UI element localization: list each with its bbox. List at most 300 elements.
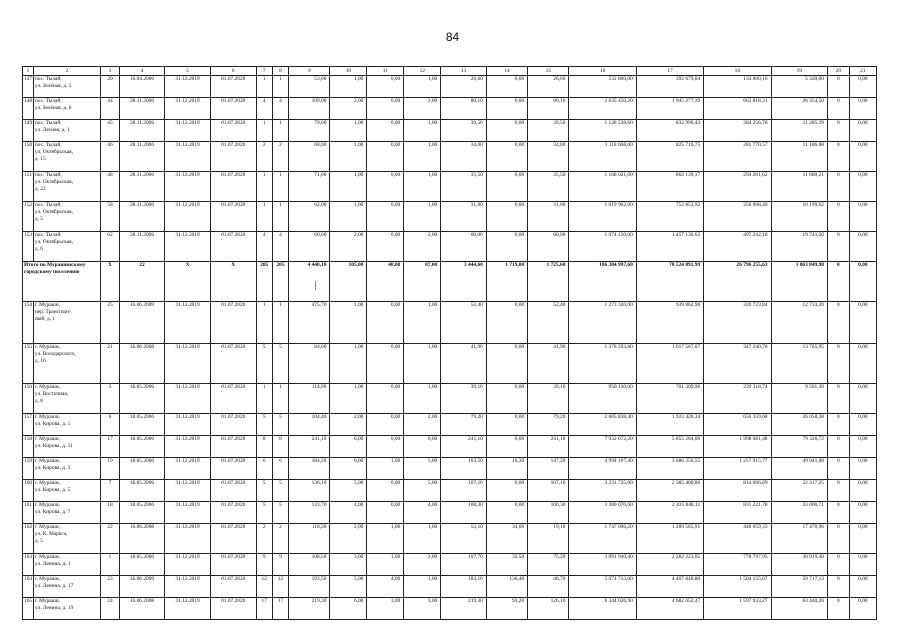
- value-cell: 752 853,92: [636, 202, 703, 232]
- value-cell: 3,00: [330, 554, 367, 576]
- value-cell: 1,00: [330, 202, 367, 232]
- address-cell: пос. Тылай, ул. Зелёная, д. 5: [33, 76, 100, 98]
- address-cell: г. Мураши, пер. Транспорт- ный, д. 1: [33, 302, 100, 344]
- value-cell: 0,00: [849, 414, 876, 436]
- table-row: [23, 120, 877, 142]
- value-cell: 663 818,31: [704, 98, 771, 120]
- column-number-header: 19: [771, 67, 827, 76]
- value-cell: 0,00: [367, 98, 404, 120]
- value-cell: 39,10: [528, 384, 569, 414]
- value-cell: 9: [272, 554, 288, 576]
- value-cell: 107,10: [441, 480, 487, 502]
- value-cell: 28.11.2006: [119, 232, 165, 262]
- value-cell: 256 908,46: [704, 202, 771, 232]
- value-cell: 950 130,00: [569, 384, 636, 414]
- value-cell: 2,00: [330, 98, 367, 120]
- value-cell: 0,00: [849, 502, 876, 524]
- value-cell: 2 605 838,40: [569, 414, 636, 436]
- value-cell: 01.07.2020: [210, 554, 256, 576]
- value-cell: 31.12.2019: [165, 202, 211, 232]
- value-cell: 22: [101, 524, 119, 554]
- value-cell: 8: [256, 436, 272, 458]
- value-cell: 48,00: [367, 262, 404, 302]
- value-cell: 01.07.2020: [210, 502, 256, 524]
- value-cell: 0,00: [849, 458, 876, 480]
- value-cell: 0: [828, 232, 850, 262]
- row-number-cell: 164: [23, 576, 34, 598]
- value-cell: 25: [101, 302, 119, 344]
- value-cell: 2,00: [404, 232, 441, 262]
- value-cell: 0,00: [849, 202, 876, 232]
- value-cell: 1,00: [404, 172, 441, 202]
- value-cell: 6 344 026,90: [569, 598, 636, 620]
- value-cell: 33 000,71: [771, 502, 827, 524]
- value-cell: 497 242,18: [704, 232, 771, 262]
- value-cell: 79 326,72: [771, 436, 827, 458]
- value-cell: 22: [119, 262, 165, 302]
- value-cell: 0,00: [486, 344, 527, 384]
- value-cell: 34,00: [486, 524, 527, 554]
- address-cell: г. Мураши, ул. Кирова, д. 7: [33, 502, 100, 524]
- value-cell: 4,00: [330, 502, 367, 524]
- value-cell: 32 317,25: [771, 480, 827, 502]
- value-cell: 45: [101, 120, 119, 142]
- value-cell: 44: [101, 98, 119, 120]
- value-cell: 241,10: [441, 436, 487, 458]
- value-cell: 147,20: [528, 458, 569, 480]
- address-cell: пос. Тылай, ул. Октябрьская, д. 15: [33, 142, 100, 172]
- value-cell: 1 378 593,80: [569, 344, 636, 384]
- value-cell: 0: [828, 98, 850, 120]
- value-cell: 532 800,00: [569, 76, 636, 98]
- value-cell: 320 723,84: [704, 302, 771, 344]
- row-number-cell: 157: [23, 414, 34, 436]
- row-number-cell: 151: [23, 172, 34, 202]
- value-cell: 01.07.2020: [210, 76, 256, 98]
- value-cell: 0,00: [849, 262, 876, 302]
- value-cell: 01.07.2020: [210, 598, 256, 620]
- value-cell: 0,00: [849, 598, 876, 620]
- value-cell: 1,00: [330, 142, 367, 172]
- value-cell: 26 796 255,63: [704, 262, 771, 302]
- value-cell: 2,00: [404, 554, 441, 576]
- value-cell: X: [210, 262, 256, 302]
- value-cell: 1,00: [367, 458, 404, 480]
- value-cell: 30 919,40: [771, 554, 827, 576]
- value-cell: 7: [101, 480, 119, 502]
- value-cell: 1 063 849,98: [771, 262, 827, 302]
- table-row: [23, 232, 877, 262]
- value-cell: 3 686 250,55: [636, 458, 703, 480]
- value-cell: 0,00: [486, 142, 527, 172]
- value-cell: 5: [256, 344, 272, 384]
- value-cell: 39,50: [528, 120, 569, 142]
- total-row: [23, 262, 877, 302]
- value-cell: 31.12.2019: [165, 232, 211, 262]
- value-cell: 0,00: [367, 76, 404, 98]
- value-cell: 0: [828, 344, 850, 384]
- value-cell: 18.05.2006: [119, 384, 165, 414]
- value-cell: 294 201,62: [704, 172, 771, 202]
- value-cell: X: [165, 262, 211, 302]
- value-cell: X: [101, 262, 119, 302]
- row-number-cell: 153: [23, 232, 34, 262]
- value-cell: 0: [828, 502, 850, 524]
- value-cell: 16.06.2008: [119, 524, 165, 554]
- value-cell: 2,00: [404, 414, 441, 436]
- value-cell: 41,90: [441, 344, 487, 384]
- value-cell: 1,00: [404, 302, 441, 344]
- value-cell: 01.07.2020: [210, 344, 256, 384]
- value-cell: 5: [272, 414, 288, 436]
- value-cell: 12: [272, 576, 288, 598]
- value-cell: 0,00: [367, 414, 404, 436]
- value-cell: 1 257 915,77: [704, 458, 771, 480]
- value-cell: 1 168 021,00: [569, 172, 636, 202]
- value-cell: 7 932 672,20: [569, 436, 636, 458]
- value-cell: 1,00: [404, 524, 441, 554]
- value-cell: 16.06.2008: [119, 344, 165, 384]
- value-cell: 1: [272, 384, 288, 414]
- scan-mark: |: [314, 281, 318, 291]
- value-cell: 2,00: [330, 524, 367, 554]
- value-cell: 0,00: [849, 554, 876, 576]
- value-cell: 1 725,60: [528, 262, 569, 302]
- value-cell: 0,00: [486, 202, 527, 232]
- row-number-cell: 152: [23, 202, 34, 232]
- registry-table: [22, 66, 877, 620]
- value-cell: 0,00: [849, 76, 876, 98]
- value-cell: 6: [101, 414, 119, 436]
- value-cell: 31.12.2019: [165, 598, 211, 620]
- value-cell: 28.11.2006: [119, 98, 165, 120]
- column-number-header: 9: [289, 67, 330, 76]
- value-cell: 1: [272, 76, 288, 98]
- value-cell: 100,30: [528, 502, 569, 524]
- value-cell: 219,30: [289, 598, 330, 620]
- column-number-header: 10: [330, 67, 367, 76]
- value-cell: 0,00: [849, 232, 876, 262]
- value-cell: 2 282 223,05: [636, 554, 703, 576]
- value-cell: 1: [272, 172, 288, 202]
- value-cell: 0,00: [367, 502, 404, 524]
- value-cell: 5,00: [404, 480, 441, 502]
- value-cell: 133,70: [289, 502, 330, 524]
- value-cell: 1 719,00: [486, 262, 527, 302]
- value-cell: 26 354,50: [771, 98, 827, 120]
- value-cell: 5 971 713,00: [569, 576, 636, 598]
- address-cell: г. Мураши, ул. Ленина, д. 17: [33, 576, 100, 598]
- value-cell: 60,00: [528, 232, 569, 262]
- value-cell: 5: [256, 480, 272, 502]
- value-cell: 4,00: [367, 576, 404, 598]
- table-row: [23, 480, 877, 502]
- value-cell: 1 945 277,39: [636, 98, 703, 120]
- value-cell: 17: [272, 598, 288, 620]
- value-cell: 53,10: [441, 524, 487, 554]
- value-cell: 35,50: [441, 172, 487, 202]
- value-cell: 31.12.2019: [165, 142, 211, 172]
- value-cell: 60,00: [441, 232, 487, 262]
- value-cell: 39,50: [441, 120, 487, 142]
- value-cell: 2 435 848,11: [636, 502, 703, 524]
- address-cell: г. Мураши, ул. Кирова, д. 3: [33, 458, 100, 480]
- value-cell: 831 221,78: [704, 502, 771, 524]
- value-cell: 825 710,75: [636, 142, 703, 172]
- value-cell: 01.07.2020: [210, 202, 256, 232]
- column-number-header: 20: [828, 67, 850, 76]
- table-row: [23, 524, 877, 554]
- value-cell: 4 440,10: [289, 262, 330, 302]
- value-cell: 52,40: [528, 302, 569, 344]
- value-cell: 107,70: [441, 554, 487, 576]
- value-cell: 16.06.2008: [119, 598, 165, 620]
- value-cell: 31.12.2019: [165, 554, 211, 576]
- table-row: [23, 202, 877, 232]
- total-label: Итого по Мурашинскому городскому поселению: [23, 262, 101, 302]
- value-cell: 1: [256, 76, 272, 98]
- value-cell: 4: [272, 98, 288, 120]
- column-number-header: 11: [367, 67, 404, 76]
- value-cell: 4: [256, 232, 272, 262]
- value-cell: 1 118 668,00: [569, 142, 636, 172]
- row-number-cell: 165: [23, 598, 34, 620]
- value-cell: 1 923 420,34: [636, 414, 703, 436]
- value-cell: 1,00: [404, 120, 441, 142]
- value-cell: 26,60: [441, 76, 487, 98]
- value-cell: 31.12.2019: [165, 436, 211, 458]
- value-cell: 84,00: [289, 344, 330, 384]
- value-cell: 78 524 891,99: [636, 262, 703, 302]
- table-row: [23, 172, 877, 202]
- value-cell: 1 597 933,27: [704, 598, 771, 620]
- value-cell: 0,00: [367, 344, 404, 384]
- column-number-header: 15: [528, 67, 569, 76]
- value-cell: 0,00: [849, 344, 876, 384]
- table-row: [23, 436, 877, 458]
- value-cell: 1: [272, 202, 288, 232]
- value-cell: 5: [272, 344, 288, 384]
- value-cell: 1 128 538,60: [569, 120, 636, 142]
- row-number-cell: 156: [23, 384, 34, 414]
- value-cell: 87,00: [404, 262, 441, 302]
- value-cell: 3,00: [367, 598, 404, 620]
- row-number-cell: 161: [23, 502, 34, 524]
- value-cell: 41,90: [528, 344, 569, 384]
- address-cell: г. Мураши, ул. Кирова, д. 11: [33, 436, 100, 458]
- value-cell: 939 862,96: [636, 302, 703, 344]
- value-cell: 48: [101, 172, 119, 202]
- value-cell: 60,00: [289, 232, 330, 262]
- value-cell: 26,60: [528, 76, 569, 98]
- value-cell: 205: [272, 262, 288, 302]
- value-cell: 01.07.2020: [210, 98, 256, 120]
- value-cell: 31.12.2019: [165, 120, 211, 142]
- value-cell: 0: [828, 576, 850, 598]
- value-cell: 58: [101, 202, 119, 232]
- table-row: [23, 502, 877, 524]
- value-cell: 3,00: [404, 598, 441, 620]
- address-cell: г. Мураши, ул. Ленина, д. 19: [33, 598, 100, 620]
- row-number-cell: 149: [23, 120, 34, 142]
- value-cell: 1 504 155,07: [704, 576, 771, 598]
- value-cell: 5,00: [404, 458, 441, 480]
- value-cell: 16,30: [486, 458, 527, 480]
- value-cell: 1 747 096,20: [569, 524, 636, 554]
- value-cell: 3 231 725,00: [569, 480, 636, 502]
- column-number-header: 13: [441, 67, 487, 76]
- value-cell: 68,00: [289, 142, 330, 172]
- value-cell: 01.07.2020: [210, 172, 256, 202]
- table-body: [23, 76, 877, 620]
- address-cell: пос. Тылай, ул. Октябрьская, д. 6: [33, 232, 100, 262]
- value-cell: 5: [272, 480, 288, 502]
- value-cell: 6: [256, 458, 272, 480]
- value-cell: 3: [101, 384, 119, 414]
- value-cell: 1: [256, 172, 272, 202]
- value-cell: 18.05.2006: [119, 554, 165, 576]
- value-cell: 01.07.2020: [210, 302, 256, 344]
- column-number-header: 3: [101, 67, 119, 76]
- row-number-cell: 154: [23, 302, 34, 344]
- value-cell: 241,10: [528, 436, 569, 458]
- value-cell: 01.07.2020: [210, 120, 256, 142]
- value-cell: 0,00: [367, 120, 404, 142]
- value-cell: 1: [256, 202, 272, 232]
- value-cell: 0,00: [849, 436, 876, 458]
- value-cell: 0,00: [367, 480, 404, 502]
- value-cell: 5,00: [330, 576, 367, 598]
- value-cell: 16.04.2006: [119, 76, 165, 98]
- value-cell: 18.05.2006: [119, 502, 165, 524]
- value-cell: 59 717,13: [771, 576, 827, 598]
- value-cell: 31,00: [528, 202, 569, 232]
- value-cell: 0,00: [486, 502, 527, 524]
- value-cell: 2 385 400,86: [636, 480, 703, 502]
- value-cell: 6,00: [330, 436, 367, 458]
- value-cell: 0: [828, 202, 850, 232]
- value-cell: 31.12.2019: [165, 458, 211, 480]
- value-cell: 100,30: [441, 502, 487, 524]
- address-cell: г. Мураши, ул. Ленина, д. 1: [33, 554, 100, 576]
- value-cell: 18.05.2006: [119, 414, 165, 436]
- table-row: [23, 414, 877, 436]
- value-cell: 18: [101, 502, 119, 524]
- value-cell: 31.12.2019: [165, 172, 211, 202]
- value-cell: 17: [256, 598, 272, 620]
- table-row: [23, 458, 877, 480]
- address-cell: пос. Тылай, ул. Октябрьская, д. 22: [33, 172, 100, 202]
- value-cell: 31.12.2019: [165, 344, 211, 384]
- value-cell: 34,00: [441, 142, 487, 172]
- value-cell: 80,10: [441, 98, 487, 120]
- value-cell: 01.07.2020: [210, 142, 256, 172]
- value-cell: 0,00: [367, 202, 404, 232]
- table-row: [23, 76, 877, 98]
- value-cell: 0,00: [486, 172, 527, 202]
- value-cell: 4 407 840,80: [636, 576, 703, 598]
- value-cell: 31.12.2019: [165, 98, 211, 120]
- value-cell: 0,00: [849, 524, 876, 554]
- value-cell: 1,00: [404, 384, 441, 414]
- value-cell: 1,00: [367, 524, 404, 554]
- table-row: [23, 576, 877, 598]
- value-cell: 184,20: [289, 458, 330, 480]
- value-cell: 3 091 940,40: [569, 554, 636, 576]
- value-cell: 126,10: [528, 598, 569, 620]
- value-cell: 0: [828, 172, 850, 202]
- column-number-header: 2: [33, 67, 100, 76]
- value-cell: 01.07.2020: [210, 576, 256, 598]
- value-cell: 5: [272, 502, 288, 524]
- value-cell: 106 384 997,60: [569, 262, 636, 302]
- value-cell: 0,00: [849, 576, 876, 598]
- column-number-row: [23, 67, 877, 76]
- value-cell: 0,00: [849, 120, 876, 142]
- value-cell: 0,00: [486, 98, 527, 120]
- value-cell: 219,30: [441, 598, 487, 620]
- column-number-header: 18: [704, 67, 771, 76]
- column-number-header: 5: [165, 67, 211, 76]
- value-cell: 1 273 320,00: [569, 302, 636, 344]
- value-cell: 1,00: [330, 76, 367, 98]
- value-cell: 19 741,20: [771, 232, 827, 262]
- value-cell: 11 680,21: [771, 172, 827, 202]
- column-number-header: 8: [272, 67, 288, 76]
- value-cell: 1,00: [330, 172, 367, 202]
- value-cell: 1,00: [330, 344, 367, 384]
- value-cell: 0,00: [486, 480, 527, 502]
- value-cell: 2,00: [330, 232, 367, 262]
- value-cell: 28.11.2006: [119, 120, 165, 142]
- value-cell: 0,00: [486, 414, 527, 436]
- value-cell: 1,00: [404, 76, 441, 98]
- value-cell: 3 300 070,60: [569, 502, 636, 524]
- value-cell: 0,00: [486, 232, 527, 262]
- value-cell: 104,40: [289, 414, 330, 436]
- value-cell: 778 797,95: [704, 554, 771, 576]
- value-cell: 0: [828, 76, 850, 98]
- value-cell: 12: [256, 576, 272, 598]
- value-cell: 136,10: [289, 480, 330, 502]
- table-row: [23, 302, 877, 344]
- value-cell: 0,00: [486, 302, 527, 344]
- value-cell: 24: [101, 598, 119, 620]
- column-number-header: 12: [404, 67, 441, 76]
- value-cell: 136,40: [486, 576, 527, 598]
- value-cell: 0,00: [367, 436, 404, 458]
- value-cell: 2: [256, 142, 272, 172]
- value-cell: 31.12.2019: [165, 414, 211, 436]
- value-cell: 9: [256, 554, 272, 576]
- value-cell: 4,00: [404, 502, 441, 524]
- value-cell: 1: [101, 554, 119, 576]
- value-cell: 80,10: [528, 98, 569, 120]
- value-cell: 5,00: [330, 480, 367, 502]
- value-cell: 01.07.2020: [210, 458, 256, 480]
- value-cell: 0,00: [849, 142, 876, 172]
- row-number-cell: 163: [23, 554, 34, 576]
- value-cell: 79,20: [441, 414, 487, 436]
- row-number-cell: 147: [23, 76, 34, 98]
- value-cell: 4 994 107,40: [569, 458, 636, 480]
- value-cell: 1,00: [330, 302, 367, 344]
- value-cell: 0,00: [486, 436, 527, 458]
- value-cell: 32,50: [486, 554, 527, 576]
- column-number-header: 1: [23, 67, 34, 76]
- value-cell: 1 017 567,07: [636, 344, 703, 384]
- value-cell: 4 682 652,47: [636, 598, 703, 620]
